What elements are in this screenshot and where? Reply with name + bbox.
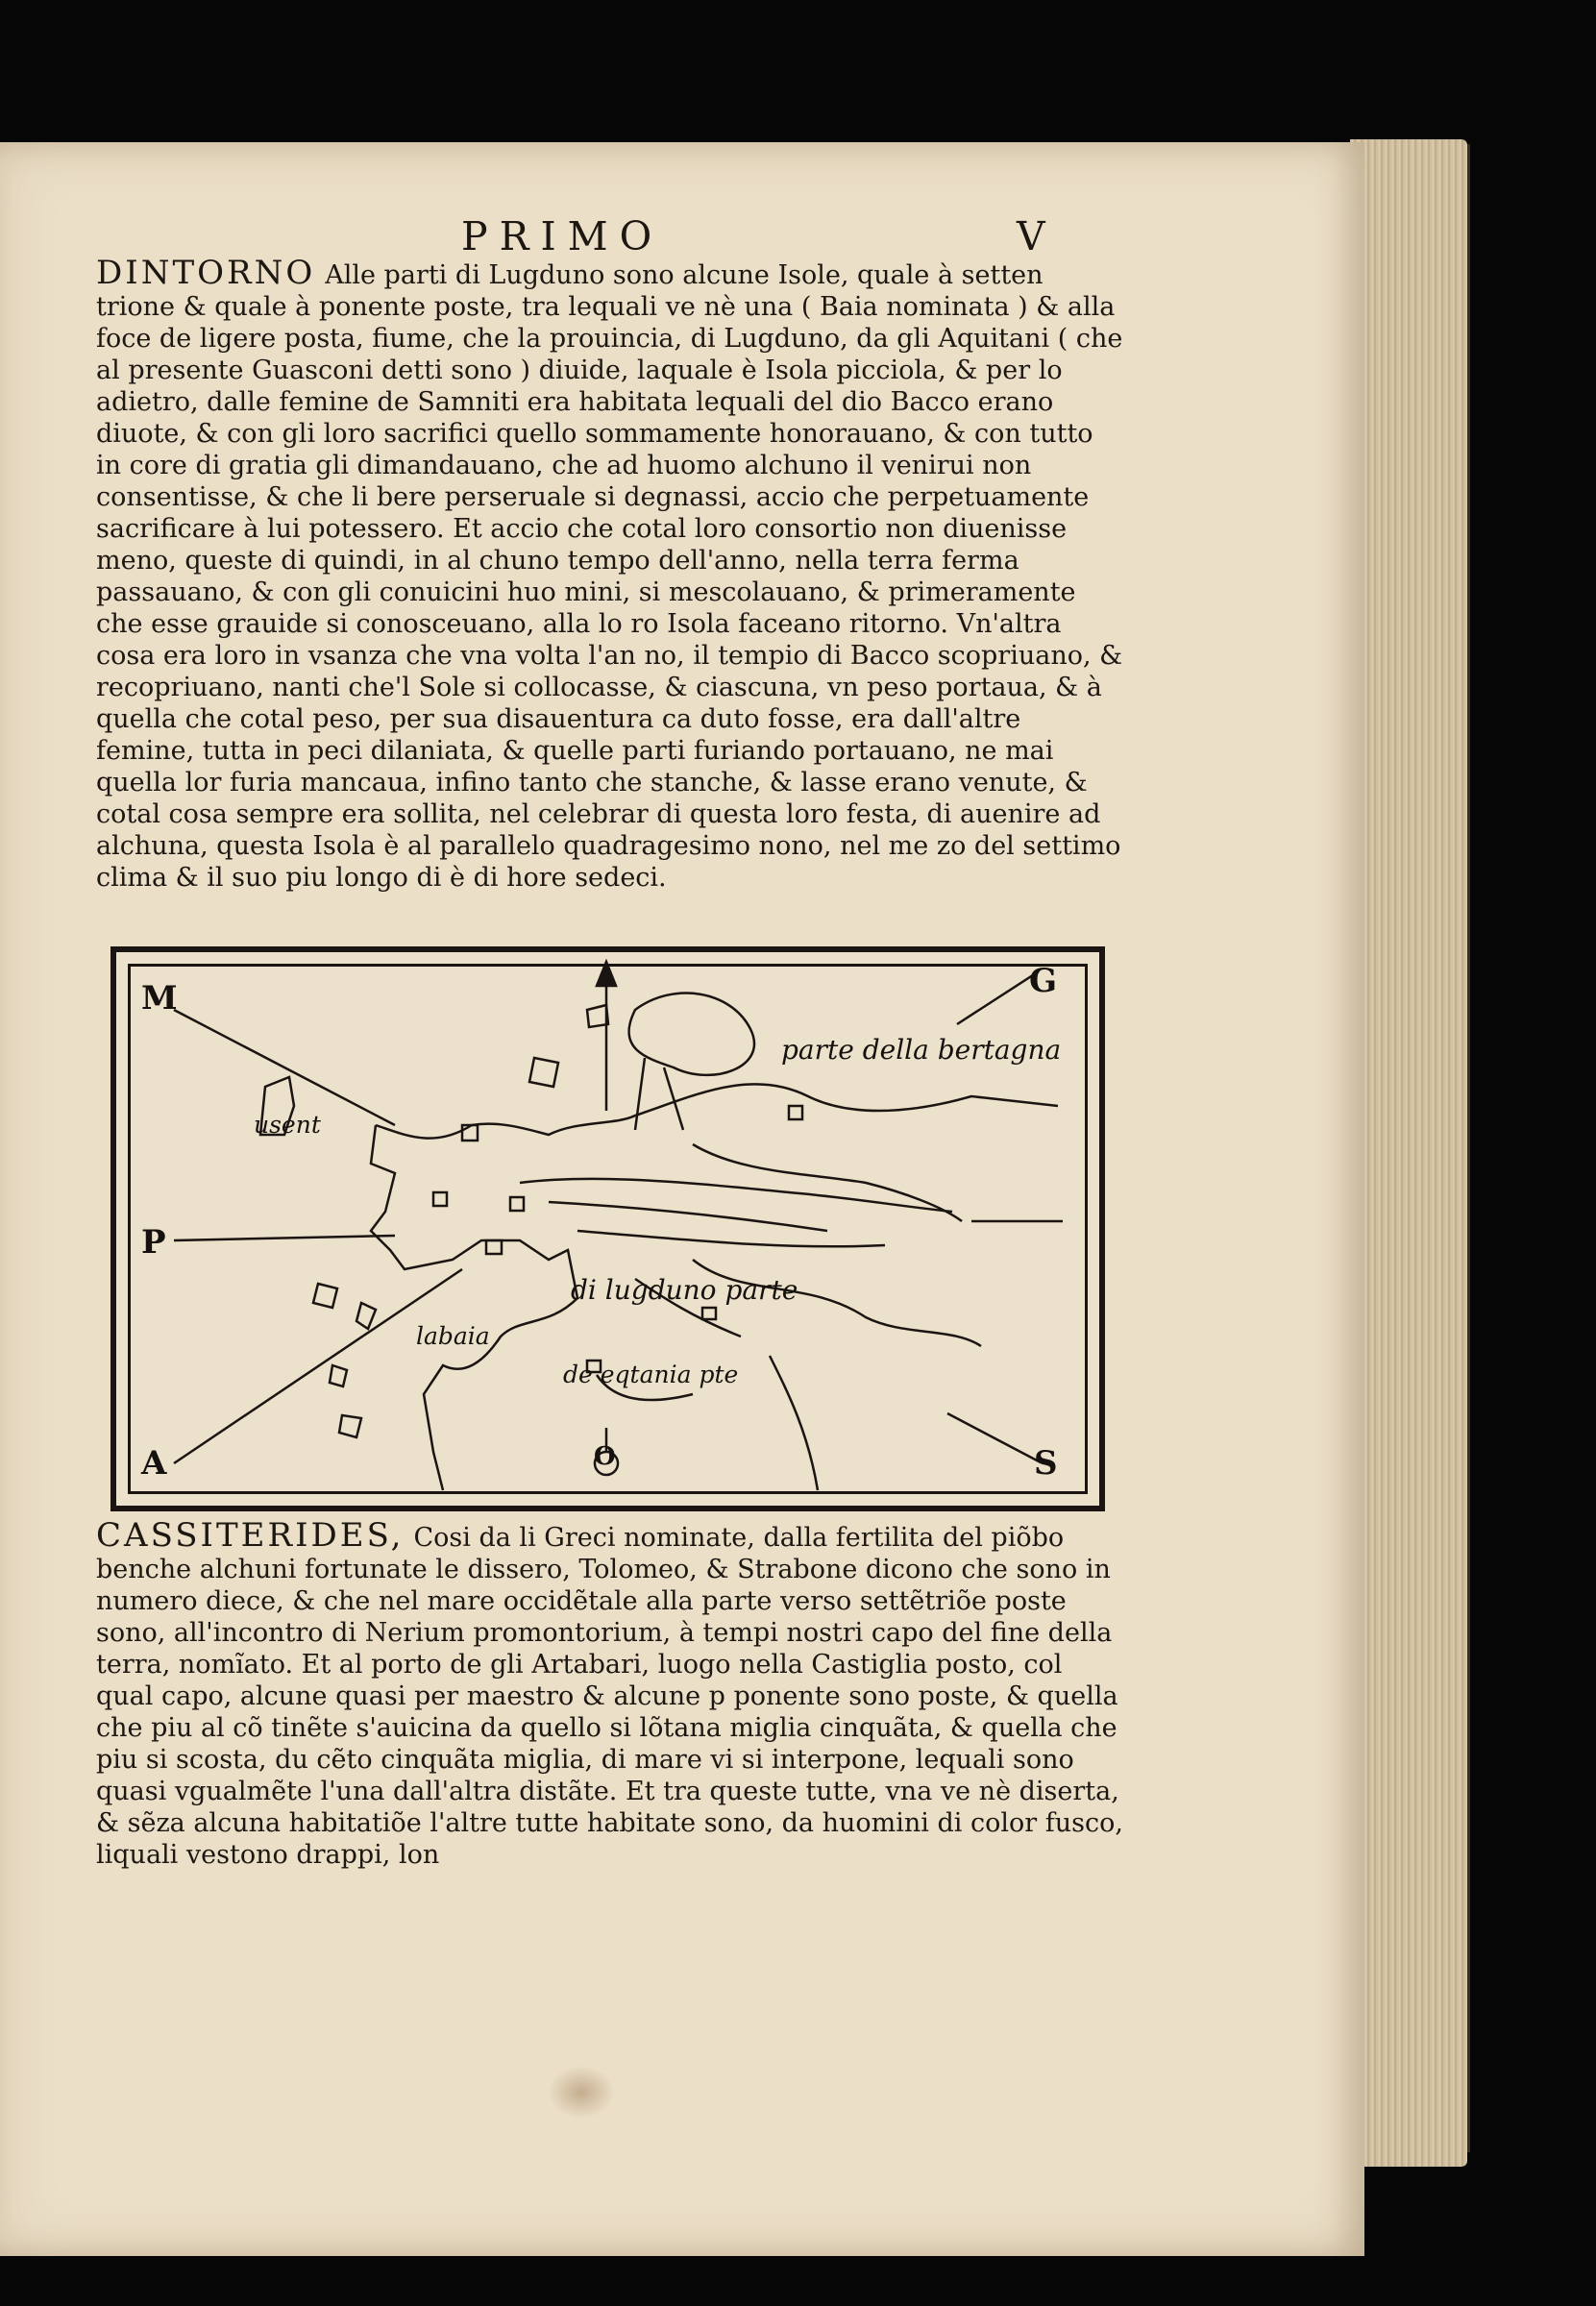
north-arrowhead <box>597 962 616 986</box>
paper-stain <box>548 2066 615 2119</box>
label-aquitania: de eqtania pte <box>563 1361 739 1388</box>
corner-mark-sw: A <box>141 1444 167 1483</box>
label-ushant: usent <box>254 1111 321 1139</box>
woodcut-map <box>110 946 1105 1511</box>
folio-number: V <box>1017 213 1045 259</box>
wind-line-se <box>947 1413 1039 1461</box>
corner-mark-nw: M <box>141 979 178 1018</box>
section-text: Cosi da li Greci nominate, dalla fertilita del piõbo benche alchuni fortunate le dissero, Tolomeo, & Strabone dicono che sono in numero diece, & che nel mare occidẽtale alla parte verso settẽtriõe poste sono, all'incontro di Nerium promontorium, à tempi nostri capo del fine della terra, nomĩato. Et al porto de gli Artabari, luogo nella Castiglia posto, col qual capo, alcune quasi per maestro & alcune p ponente sono poste, & quella che piu al cõ tinẽte s'auicina da quello si lõtana miglia cinquãta, & quella che piu si scosta, du cẽto cinquãta miglia, di mare vi si interpone, lequali sono quasi vgualmẽte l'una dall'altra distãte. Et tra queste tutte, vna ve nè diserta, & sẽza alcuna habitatiõe l'altre tutte habitate sono, da huomini di color fusco, liquali vestono drappi, lon <box>96 1523 1123 1870</box>
corner-mark-s: O <box>594 1442 616 1471</box>
section-text: Alle parti di Lugduno sono alcune Isole, quale à setten trione & quale à ponente poste, tra lequali ve nè una ( Baia nominata ) & alla foce de ligere posta, fiume, che la prouincia, di Lugduno, da gli Aquitani ( che al presente Guasconi detti sono ) diuide, laquale è Isola picciola, & per lo adietro, dalle femine de Samniti era habitata lequali del dio Bacco erano diuote, & con gli loro sacrifici quello sommamente honorauano, & con tutto in core di gratia gli dimandauano, che ad huomo alchuno il venirui non consentisse, & che li bere perseruale si degnassi, accio che perpetuamente sacrificare à lui potessero. Et accio che cotal loro consortio non diuenisse meno, queste di quindi, in al chuno tempo dell'anno, nella terra ferma passauano, & con gli conuicini huo mini, si mescolauano, & primeramente che esse grauide si conosceuano, alla lo ro Isola faceano ritorno. Vn'altra cosa era loro in vsanza che vna volta l'an no, il tempio di Bacco scopriuano, & recopriuano, nanti che'l Sole si collocasse, & ciascuna, vn peso portaua, & à quella che cotal peso, per sua disauentura ca duto fosse, era dall'altre femine, tutta in peci dilaniata, & quelle parti furiando portauano, ne mai quella lor furia mancaua, infino tanto che stanche, & lasse erano venute, & cotal cosa sempre era sollita, nel celebrar di questa loro festa, di auenire ad alchuna, questa Isola è al parallelo quadragesimo nono, nel me zo del settimo clima & il suo piu longo di è di hore sedeci. <box>96 260 1123 893</box>
label-brittany: parte della bertagna <box>781 1034 1062 1066</box>
page-edges <box>1350 139 1467 2167</box>
wind-line-w <box>174 1236 395 1240</box>
corner-mark-w: P <box>141 1223 166 1262</box>
wind-line-ne <box>957 971 1039 1024</box>
corner-mark-ne: G <box>1029 962 1058 1000</box>
wind-line-nw <box>174 1010 395 1125</box>
corner-mark-se: S <box>1034 1444 1058 1483</box>
wind-line-sw <box>174 1269 462 1463</box>
section-cassiterides <box>96 1516 1124 1871</box>
section-lead: DINTORNO <box>96 254 316 292</box>
section-lead: CASSITERIDES, <box>96 1516 405 1555</box>
label-lugdunum: di lugduno parte <box>571 1274 798 1306</box>
running-head: PRIMO <box>461 213 664 259</box>
label-baia: labaia <box>416 1322 490 1350</box>
section-dintorno <box>96 254 1124 894</box>
